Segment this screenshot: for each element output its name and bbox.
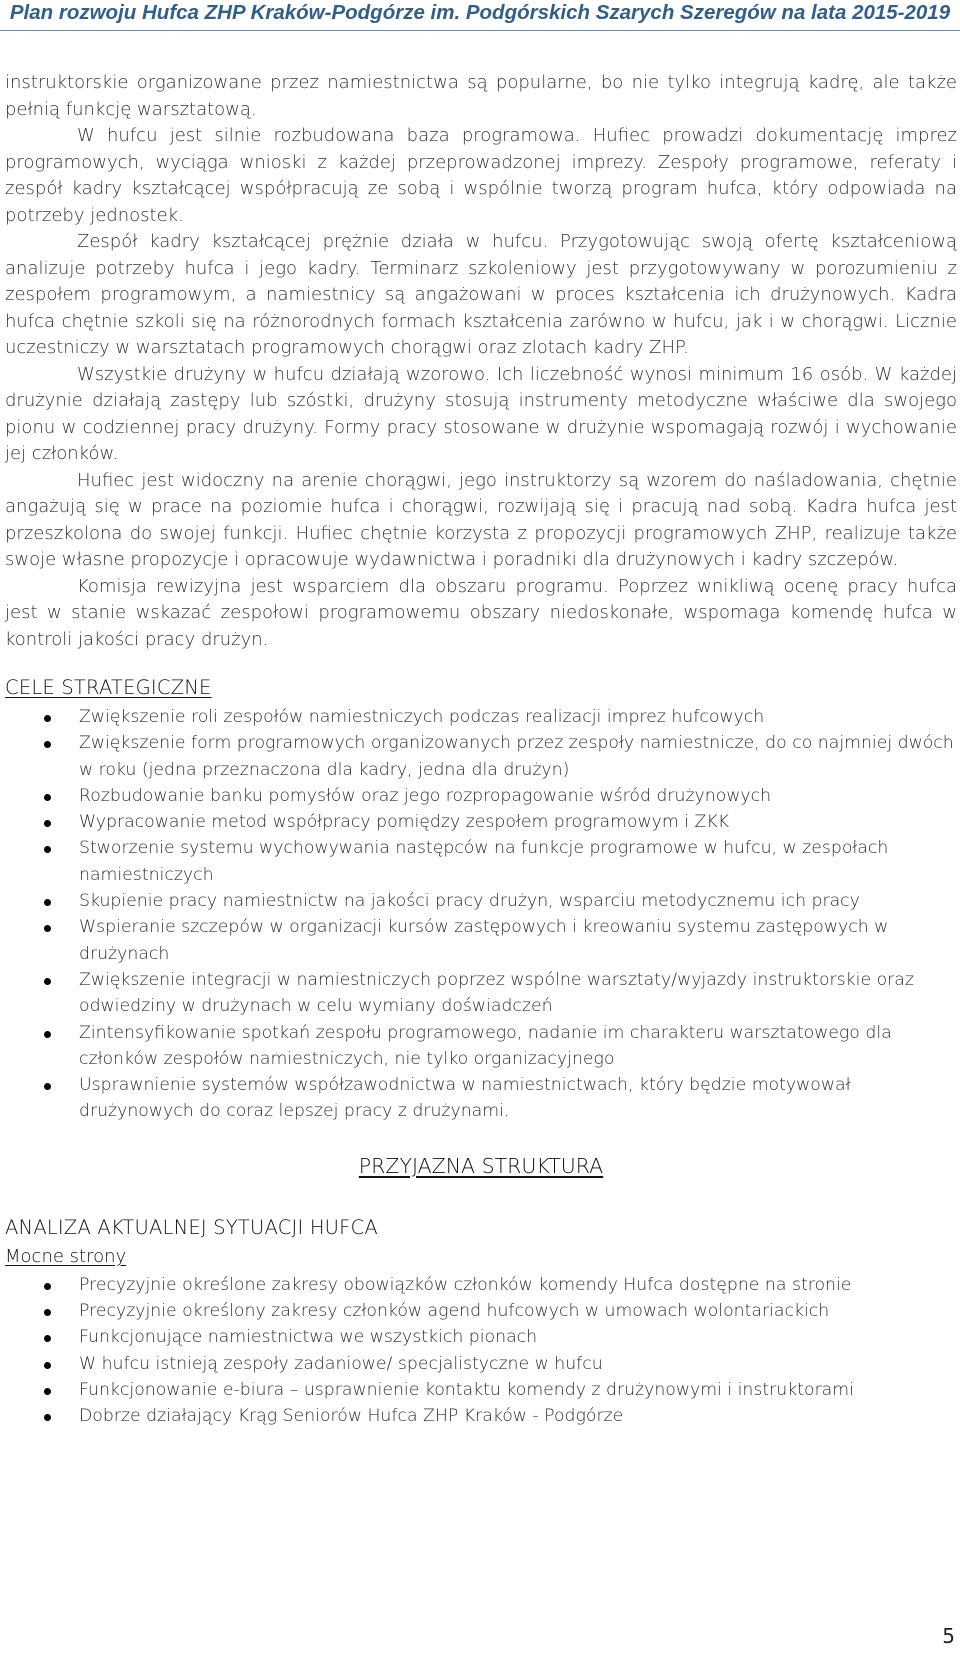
list-item: Skupienie pracy namiestnictw na jakości pracy drużyn, wsparciu metodycznemu ich pracy xyxy=(5,888,957,914)
bullet-icon xyxy=(44,1362,51,1369)
document-body xyxy=(5,70,957,1430)
mocne-strony-list xyxy=(5,1272,957,1430)
list-item: Funkcjonujące namiestnictwa we wszystkich pionach xyxy=(5,1324,957,1350)
bullet-icon xyxy=(44,1309,51,1316)
list-item: Usprawnienie systemów współzawodnictwa w namiestnictwach, który będzie motywował drużynowych do coraz lepszej pracy z drużynami. xyxy=(5,1072,957,1125)
paragraph-program-base: W hufcu jest silnie rozbudowana baza programowa. Hufiec prowadzi dokumentację imprez programowych, wyciąga wnioski z każdej przeprowadzonej imprezy. Zespoły programowe, referaty i zespół kadry kształcącej współpracują ze sobą i wspólnie tworzą program hufca, który odpowiada na potrzeby jednostek. xyxy=(5,125,957,226)
paragraph-audit-commission: Komisja rewizyjna jest wsparciem dla obszaru programu. Poprzez wnikliwą ocenę pracy hufca jest w stanie wskazać zespołowi programowemu obszary niedoskonałe, wspomaga komendę hufca w kontroli jakości pracy drużyn. xyxy=(5,575,957,650)
list-item: Dobrze działający Krąg Seniorów Hufca ZHP Kraków - Podgórze xyxy=(5,1403,957,1429)
list-item: Precyzyjnie określone zakresy obowiązków członków komendy Hufca dostępne na stronie xyxy=(5,1272,957,1298)
bullet-icon xyxy=(44,820,51,827)
list-item: Zwiększenie form programowych organizowanych przez zespoły namiestnicze, do co najmniej dwóch w roku (jedna przeznaczona dla kadry, jedna dla drużyn) xyxy=(5,730,957,783)
list-item: Zwiększenie roli zespołów namiestniczych podczas realizacji imprez hufcowych xyxy=(5,704,957,730)
list-item: Precyzyjnie określony zakresy członków agend hufcowych w umowach wolontariackich xyxy=(5,1298,957,1324)
list-item: Zintensyfikowanie spotkań zespołu programowego, nadanie im charakteru warsztatowego dla członków zespołów namiestniczych, nie tylko organizacyjnego xyxy=(5,1020,957,1073)
bullet-icon xyxy=(44,846,51,853)
paragraph-continuation: instruktorskie organizowane przez namiestnictwa są popularne, bo nie tylko integrują kadrę, ale także pełnią funkcję warsztatową. xyxy=(5,72,957,120)
section-title-analiza: ANALIZA AKTUALNEJ SYTUACJI HUFCA xyxy=(5,1215,378,1239)
cele-list xyxy=(5,704,957,1125)
bullet-icon xyxy=(44,794,51,801)
paragraph-training-team: Zespół kadry kształcącej prężnie działa w hufcu. Przygotowując swoją ofertę kształceniową analizuje potrzeby hufca i jego kadry. Terminarz szkoleniowy jest przygotowywany w porozumieniu z zespołem programowym, a namiestnicy są angażowani w proces kształcenia ich drużynowych. Kadra hufca chętnie szkoli się na różnorodnych formach kształcenia zarówno w hufcu, jak i w chorągwi. Licznie uczestniczy w warsztatach programowych chorągwi oraz zlotach kadry ZHP. xyxy=(5,231,957,358)
bullet-icon xyxy=(44,1283,51,1290)
paragraph-visibility: Hufiec jest widoczny na arenie chorągwi, jego instruktorzy są wzorem do naśladowania, chętnie angażują się w prace na poziomie hufca i chorągwi, rozwijają się i pracują nad sobą. Kadra hufca jest przeszkolona do swojej funkcji. Hufiec chętnie korzysta z propozycji programowych ZHP, realizuje także swoje własne propozycje i opracowuje wydawnictwa i poradniki dla drużynowych i kadry szczepów. xyxy=(5,469,957,570)
bullet-icon xyxy=(44,925,51,932)
bullet-icon xyxy=(44,899,51,906)
running-header: Plan rozwoju Hufca ZHP Kraków-Podgórze im. Podgórskich Szarych Szeregów na lata 2015-2019 xyxy=(9,1,951,24)
bullet-icon xyxy=(44,1031,51,1038)
paragraph-troops: Wszystkie drużyny w hufcu działają wzorowo. Ich liczebność wynosi minimum 16 osób. W każdej drużynie działają zastępy lub szóstki, drużyny stosują instrumenty metodyczne właściwe dla swojego pionu w codziennej pracy drużyny. Formy pracy stosowane w drużynie wspomagają rozwój i wychowanie jej członków. xyxy=(5,363,957,464)
list-item: Funkcjonowanie e-biura – usprawnienie kontaktu komendy z drużynowymi i instruktorami xyxy=(5,1377,957,1403)
bullet-icon xyxy=(44,1335,51,1342)
bullet-icon xyxy=(44,715,51,722)
bullet-icon xyxy=(44,1083,51,1090)
header-divider xyxy=(0,30,960,31)
list-item: Wypracowanie metod współpracy pomiędzy zespołem programowym i ZKK xyxy=(5,809,957,835)
list-item: W hufcu istnieją zespoły zadaniowe/ specjalistyczne w hufcu xyxy=(5,1351,957,1377)
section-title-cele: CELE STRATEGICZNE xyxy=(5,676,212,699)
section-title-przyjazna-struktura: PRZYJAZNA STRUKTURA xyxy=(358,1153,604,1178)
bullet-icon xyxy=(44,1414,51,1421)
bullet-icon xyxy=(44,741,51,748)
list-item: Stworzenie systemu wychowywania następców na funkcje programowe w hufcu, w zespołach namiestniczych xyxy=(5,835,957,888)
bullet-icon xyxy=(44,1388,51,1395)
page-number: 5 xyxy=(942,1624,955,1648)
subheading-mocne-strony: Mocne strony xyxy=(5,1245,127,1267)
list-item: Zwiększenie integracji w namiestniczych poprzez wspólne warsztaty/wyjazdy instruktorskie oraz odwiedziny w drużynach w celu wymiany doświadczeń xyxy=(5,967,957,1020)
list-item: Rozbudowanie banku pomysłów oraz jego rozpropagowanie wśród drużynowych xyxy=(5,783,957,809)
bullet-icon xyxy=(44,978,51,985)
list-item: Wspieranie szczepów w organizacji kursów zastępowych i kreowaniu systemu zastępowych w drużynach xyxy=(5,914,957,967)
